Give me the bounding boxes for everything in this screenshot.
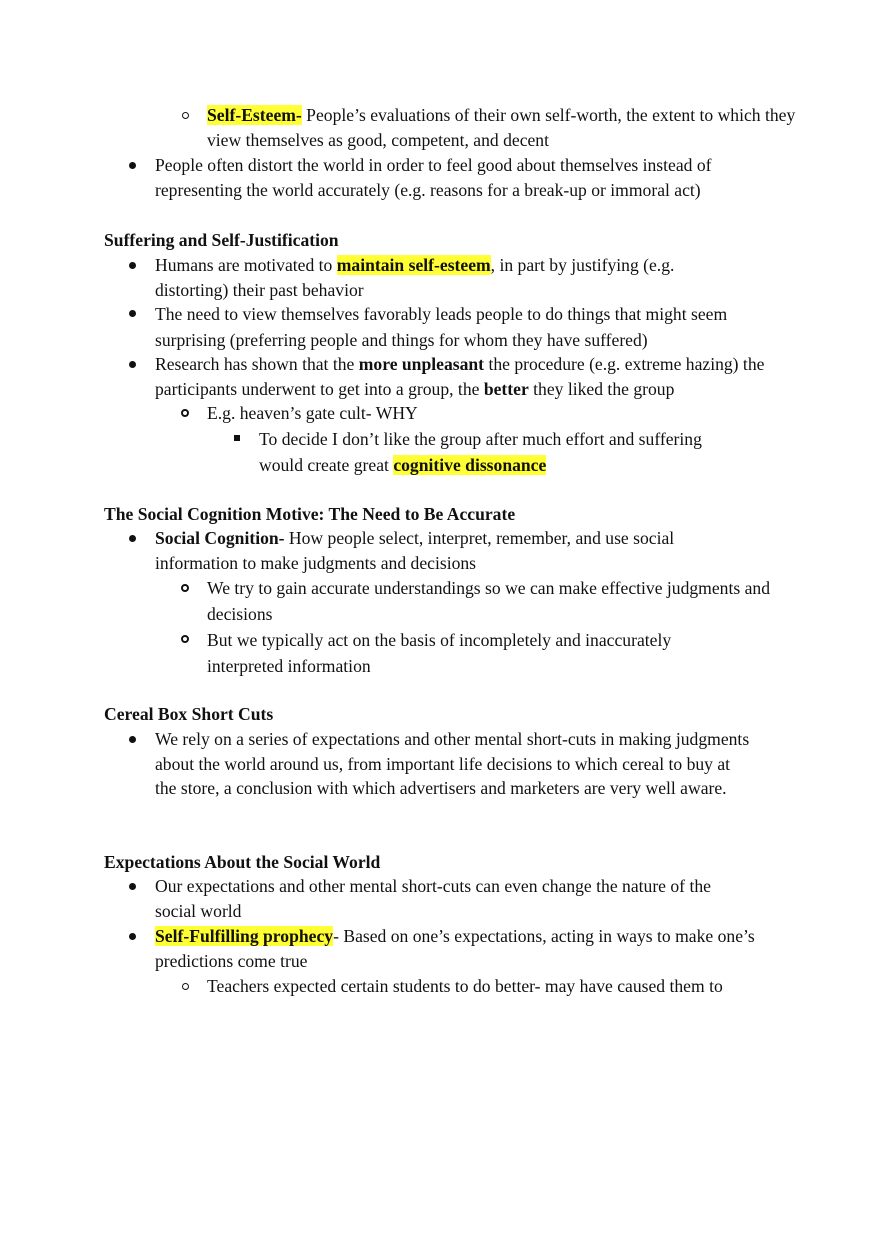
self-esteem-definition xyxy=(207,103,797,152)
highlighted-term: maintain self-esteem xyxy=(336,255,491,275)
sub-bullet-marker xyxy=(181,409,189,417)
sub-bullet-marker xyxy=(181,584,189,592)
text-run: Research has shown that the xyxy=(155,354,359,374)
sub-bullet-marker xyxy=(182,112,189,119)
text-run: the procedure (e.g. extreme hazing) the participants underwent to get into a group, the xyxy=(155,354,765,399)
bullet-marker xyxy=(129,162,136,169)
text-run: How people select, interpret, remember, and use social information to make judgments and decisions xyxy=(155,528,675,573)
subsub-bullet-marker xyxy=(234,435,240,441)
highlighted-term: Self-Fulfilling prophecy xyxy=(155,926,334,946)
bullet-text: People often distort the world in order to feel good about themselves instead of representing the world accurately (e.g. reasons for a break-up or immoral act) xyxy=(155,155,712,200)
bullet-marker xyxy=(129,262,136,269)
bullet-marker xyxy=(129,933,136,940)
bullet-text: We rely on a series of expectations and other mental short-cuts in making judgments about the world around us, from important life decisions to which cereal to buy at the store, a conclusion with which advertisers and marketers are very well aware. xyxy=(155,729,750,799)
bullet-text: The need to view themselves favorably leads people to do things that might seem surprising (preferring people and things for whom they have suffered) xyxy=(155,304,728,350)
bullet-marker xyxy=(129,361,136,368)
sub-bullet-text: E.g. heaven’s gate cult- WHY xyxy=(207,403,418,423)
sub-bullet-text: Teachers expected certain students to do better- may have caused them to xyxy=(207,976,723,996)
section-heading: Suffering and Self-Justification xyxy=(104,230,339,250)
bold-term: more unpleasant xyxy=(358,354,485,374)
section-heading: The Social Cognition Motive: The Need to Be Accurate xyxy=(104,504,516,524)
sub-bullet-marker xyxy=(181,635,189,643)
bold-term: better xyxy=(483,378,529,399)
bullet-text xyxy=(155,924,795,973)
highlighted-term: cognitive dissonance xyxy=(393,455,547,475)
bullet-text xyxy=(155,526,735,575)
bullet-text xyxy=(155,253,715,302)
sub-bullet-text: But we typically act on the basis of incompletely and inaccurately interpreted information xyxy=(207,630,672,676)
sub-bullet-text: We try to gain accurate understandings so we can make effective judgments and decisions xyxy=(207,578,771,624)
text-run: Humans are motivated to xyxy=(155,255,337,275)
bullet-text xyxy=(155,352,795,401)
bullet-text: Our expectations and other mental short-cuts can even change the nature of the social world xyxy=(155,876,711,921)
definition-text: People’s evaluations of their own self-worth, the extent to which they view themselves as good, competent, and decent xyxy=(207,105,796,150)
subsub-bullet-text xyxy=(259,426,749,478)
bullet-marker xyxy=(129,736,136,743)
text-run: - Based on one’s expectations, acting in ways to make one’s predictions come true xyxy=(155,926,755,971)
sub-bullet-marker xyxy=(182,983,189,990)
bullet-marker xyxy=(129,535,136,542)
bold-term: Social Cognition- xyxy=(155,528,285,548)
highlighted-term: Self-Esteem- xyxy=(207,105,302,125)
bullet-marker xyxy=(129,310,136,317)
text-run: To decide I don’t like the group after much effort and suffering would create great xyxy=(259,429,702,475)
section-heading: Cereal Box Short Cuts xyxy=(104,704,274,724)
text-run: they liked the group xyxy=(528,378,675,399)
bullet-marker xyxy=(129,883,136,890)
text-run: , in part by justifying (e.g. distorting) their past behavior xyxy=(155,255,675,300)
section-heading: Expectations About the Social World xyxy=(104,852,381,872)
